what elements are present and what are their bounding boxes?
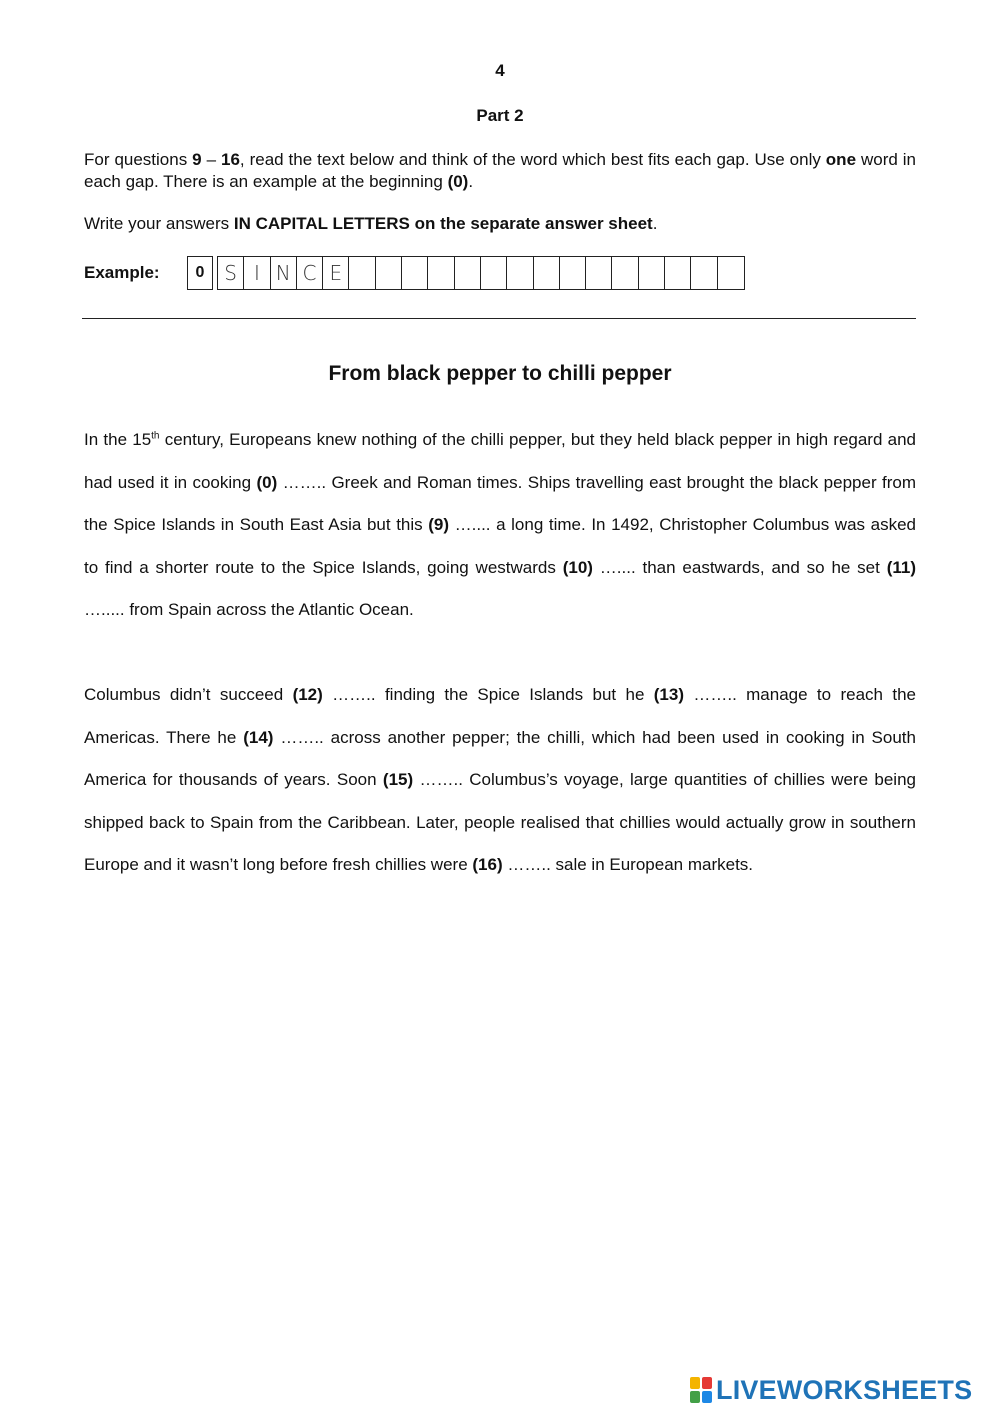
example-letter-box: C [297,257,323,289]
example-letter-box [349,257,375,289]
gap-0: (0) [256,472,278,492]
gap-15: (15) [382,770,414,790]
gap-13: (13) [653,685,684,704]
example-letter-box [560,257,586,289]
page-number: 4 [495,61,505,80]
example-letter-box: S [218,257,244,289]
example-letter-box [639,257,665,289]
divider [82,318,916,319]
example-letter-box: E [323,257,349,289]
gap-10: (10) [562,557,593,577]
example-letter-box [481,257,507,289]
example-letter-box [691,257,717,289]
example-letter-box [612,257,638,289]
example-letter-box [718,257,744,289]
example-letter-box [402,257,428,289]
example-number-box: 0 [187,256,213,290]
instructions: For questions 9 – 16, read the text below and think of the word which best fits each gap. Use only one word in each gap. There is an example at the beginning (0). [84,150,916,191]
example-row [84,256,745,290]
example-letter-box [586,257,612,289]
liveworksheets-logo-icon [690,1377,712,1403]
brand-name: LIVEWORKSHEETS [716,1374,973,1405]
example-letter-box [665,257,691,289]
example-letter-box [534,257,560,289]
example-letter-boxes [217,256,745,290]
gap-16: (16) [472,855,503,875]
example-letter-box [455,257,481,289]
answer-instruction: Write your answers IN CAPITAL LETTERS on the separate answer sheet. [84,214,658,233]
gap-11: (11) [886,557,916,577]
gap-9: (9) [428,515,450,535]
gap-12: (12) [292,685,323,704]
example-label: Example: [84,263,160,282]
example-letter-box: N [271,257,297,289]
article-title: From black pepper to chilli pepper [328,362,672,385]
example-letter-box [507,257,533,289]
example-answer-boxes [187,256,745,290]
example-letter-box [376,257,402,289]
liveworksheets-brand[interactable] [690,1373,972,1407]
article-paragraph-2: Columbus didn’t succeed (12) …….. finding the Spice Islands but he (13) …….. manage to reach the Americas. There he (14) …….. across another pepper; the chilli, which had been used in cooking in South America for thousands of years. Soon (15) …….. Columbus’s voyage, large quantities of chillies were being shipped back to Spain from the Caribbean. Later, people realised that chillies would actually grow in southern Europe and it wasn’t long before fresh chillies were (16) …….. sale in European markets. [84,685,916,875]
example-letter-box: I [244,257,270,289]
gap-14: (14) [243,727,274,747]
article-paragraph-1: In the 15th century, Europeans knew nothing of the chilli pepper, but they held black pepper in high regard and had used it in cooking (0) …….. Greek and Roman times. Ships travelling east brought the black pepper from the Spice Islands in South East Asia but this (9) ….... a long time. In 1492, Christopher Columbus was asked to find a shorter route to the Spice Islands, going westwards (10) ….... than eastwards, and so he set (11) …..... from Spain across the Atlantic Ocean. [84,430,917,620]
example-letter-box [428,257,454,289]
part-title: Part 2 [476,106,524,125]
